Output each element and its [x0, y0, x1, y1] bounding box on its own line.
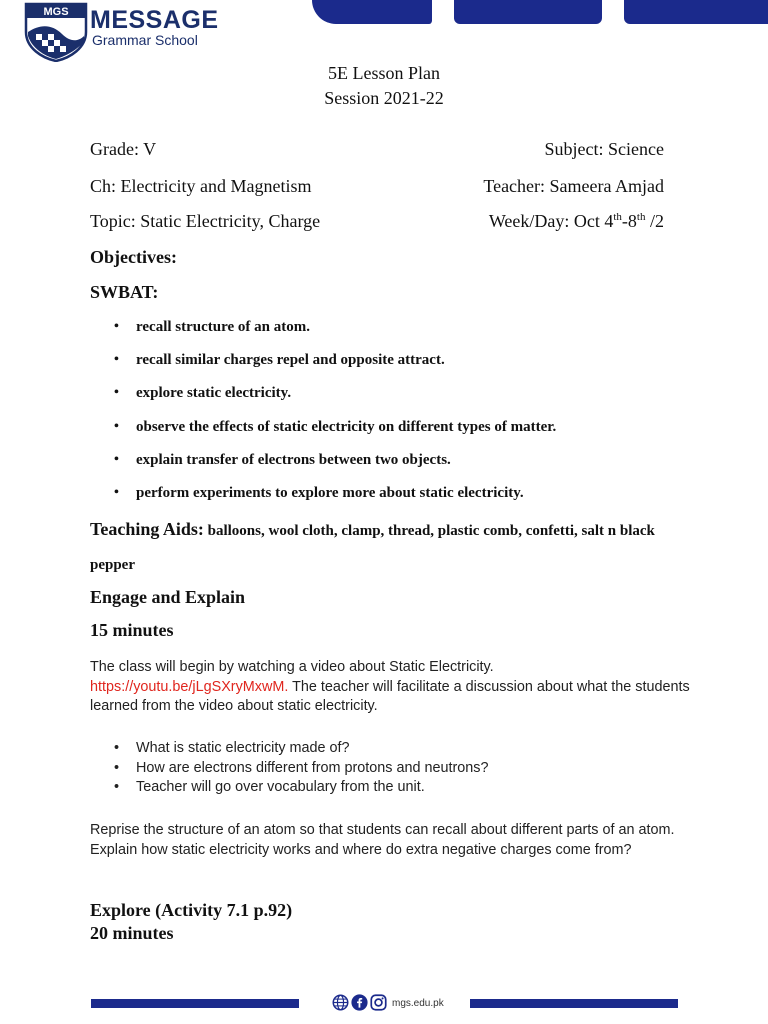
engage-heading: Engage and Explain [90, 587, 246, 607]
swbat-heading: SWBAT: [90, 282, 159, 302]
teacher: Teacher: Sameera Amjad [483, 176, 664, 196]
explore-heading: Explore (Activity 7.1 p.92) [90, 900, 293, 920]
subject: Subject: Science [544, 139, 664, 159]
info-row-grade [90, 140, 664, 158]
reprise-paragraph: Reprise the structure of an atom so that students can recall about different parts of an atom. Explain how static electricity works and where do extra negative charges come from? [90, 822, 675, 858]
header-decoration [624, 0, 768, 24]
footer-bar [470, 999, 678, 1008]
week-sup: th [613, 211, 622, 223]
engage-paragraph [90, 658, 690, 717]
engage-intro: The class will begin by watching a video about Static Electricity. [90, 659, 494, 675]
grade: Grade: V [90, 139, 157, 159]
topic: Topic: Static Electricity, Charge [90, 211, 321, 231]
info-row-chapter [90, 177, 664, 195]
list-item: • observe the effects of static electricity on different types of matter. [90, 420, 556, 453]
info-row-topic [90, 212, 664, 230]
list-item: • explore static electricity. [90, 386, 556, 419]
list-item: • recall similar charges repel and opposite attract. [90, 353, 556, 386]
list-item: • explain transfer of electrons between two objects. [90, 453, 556, 486]
week-sup: th [636, 211, 646, 223]
school-logo [22, 2, 247, 64]
week-mid: -8 [621, 211, 637, 231]
engage-questions [90, 739, 489, 798]
facebook-icon[interactable] [351, 994, 368, 1011]
header-decoration [312, 0, 432, 24]
session: Session 2021-22 [324, 88, 444, 108]
header-decoration [454, 0, 602, 24]
logo-subtitle: Grammar School [92, 32, 198, 48]
logo-badge-text: MGS [43, 6, 69, 18]
instagram-icon[interactable] [370, 994, 387, 1011]
week-day [489, 212, 664, 230]
teaching-aids-text: balloons, wool cloth, clamp, thread, plastic comb, confetti, salt n black pepper [90, 523, 655, 573]
list-item: • perform experiments to explore more about static electricity. [90, 486, 556, 519]
globe-icon[interactable] [332, 994, 349, 1011]
teaching-aids-label: Teaching Aids: [90, 519, 204, 539]
list-item: • How are electrons different from protons and neutrons? [90, 759, 489, 779]
shield-logo-icon [22, 2, 90, 62]
objectives-list [90, 320, 556, 519]
engage-duration: 15 minutes [90, 620, 174, 640]
list-item: • recall structure of an atom. [90, 320, 556, 353]
footer-bar [91, 999, 299, 1008]
list-item: • What is static electricity made of? [90, 739, 489, 759]
logo-title: MESSAGE [90, 6, 219, 34]
explore-duration: 20 minutes [90, 923, 174, 943]
engage-after-link: The teacher will facilitate a discussion about what the students learned from the video about static electricity. [90, 678, 690, 714]
list-item: • Teacher will go over vocabulary from the unit. [90, 778, 489, 798]
week-prefix: Week/Day: Oct 4 [488, 211, 614, 231]
objectives-heading: Objectives: [90, 247, 177, 267]
video-link[interactable]: https://youtu.be/jLgSXryMxwM. [90, 678, 289, 695]
footer-icons [332, 994, 387, 1011]
footer-url[interactable]: mgs.edu.pk [392, 998, 444, 1009]
chapter: Ch: Electricity and Magnetism [90, 176, 312, 196]
teaching-aids [90, 512, 690, 582]
week-suffix: /2 [645, 211, 664, 231]
document-title: 5E Lesson Plan [328, 63, 440, 83]
